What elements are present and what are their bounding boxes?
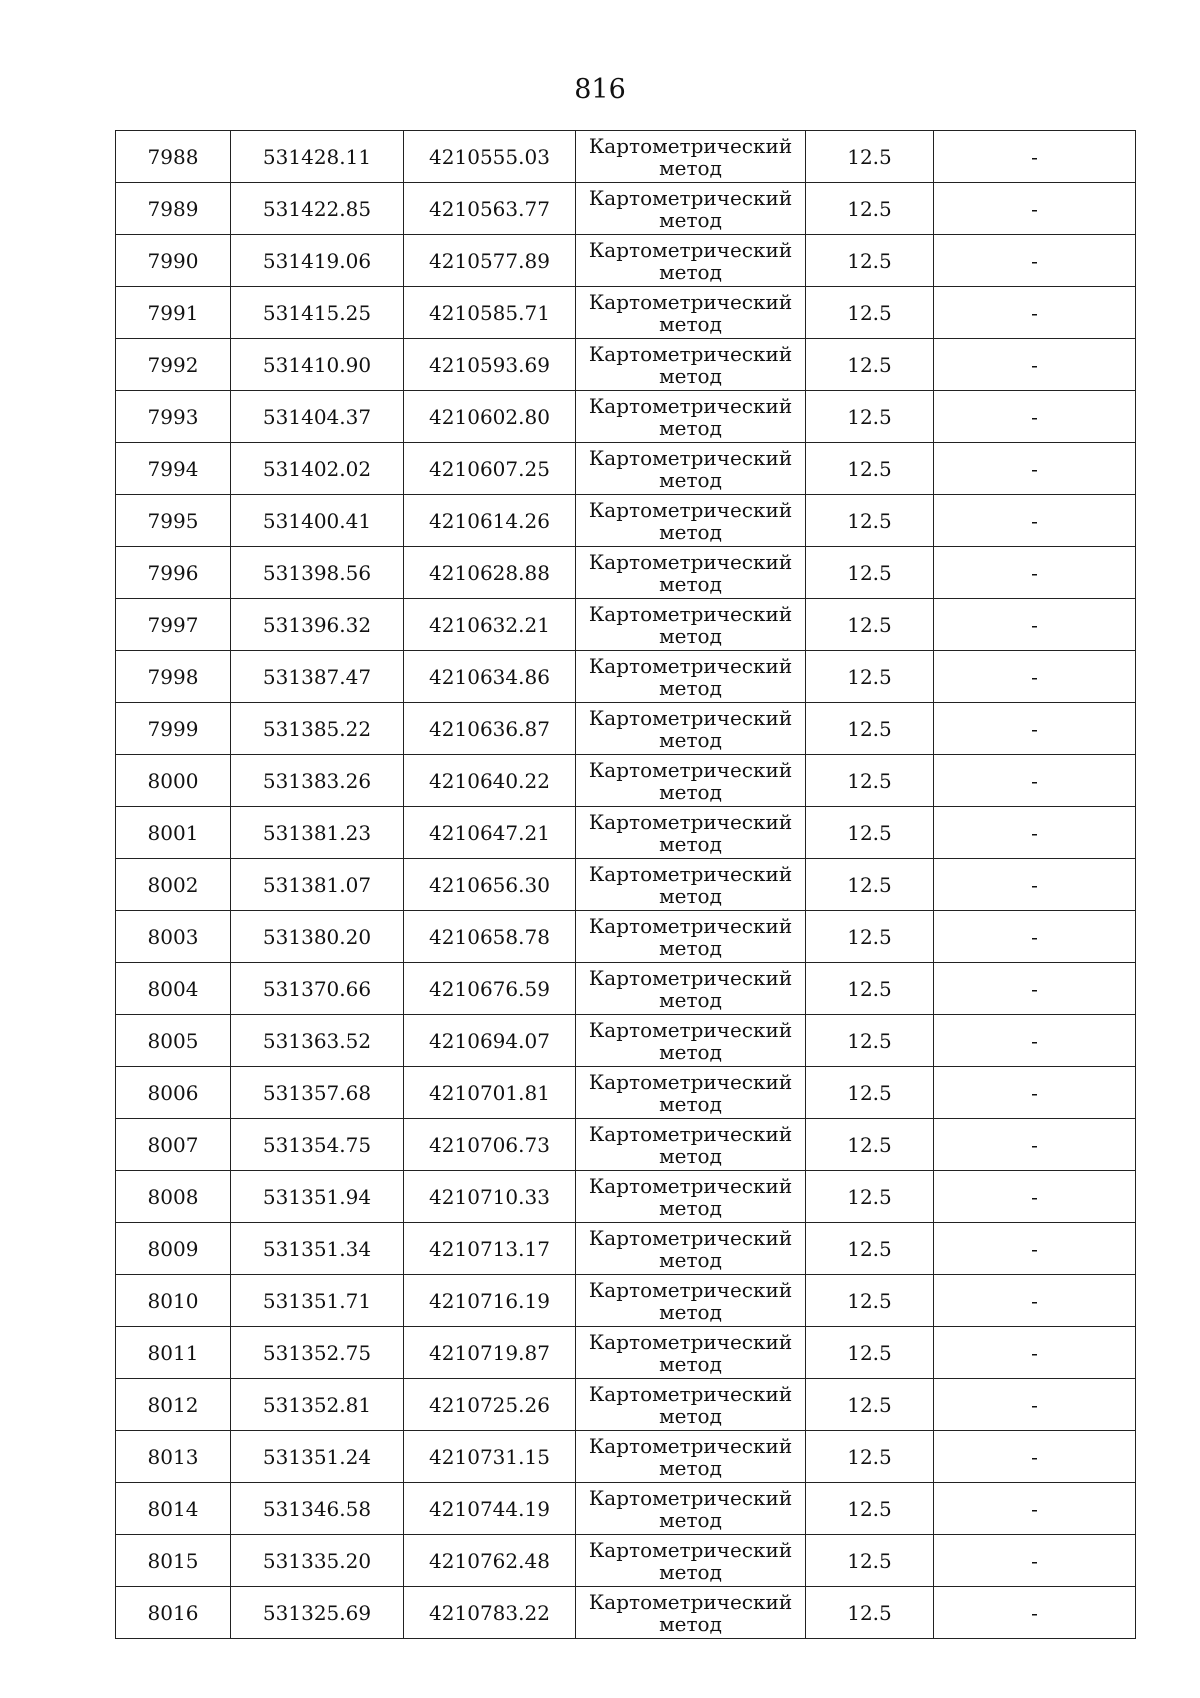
method-text: Картометрический [588,1069,793,1094]
point-number-cell: 8010 [116,1275,231,1327]
method-text: метод [659,779,722,804]
method-text: метод [659,363,722,388]
table-row [116,1275,1136,1327]
y-coordinate-cell: 4210716.19 [404,1275,576,1327]
method-cell [576,651,806,703]
method-text: Картометрический [588,549,793,574]
y-coordinate-cell: 4210719.87 [404,1327,576,1379]
method-text: метод [659,259,722,284]
note-cell: - [934,1223,1136,1275]
method-text: Картометрический [588,289,793,314]
note-cell: - [934,183,1136,235]
method-cell [576,911,806,963]
method-cell [576,1275,806,1327]
point-number-cell: 7991 [116,287,231,339]
table-row [116,339,1136,391]
accuracy-cell: 12.5 [806,1431,934,1483]
note-cell: - [934,651,1136,703]
y-coordinate-cell: 4210744.19 [404,1483,576,1535]
accuracy-cell: 12.5 [806,599,934,651]
x-coordinate-cell: 531422.85 [231,183,404,235]
x-coordinate-cell: 531352.75 [231,1327,404,1379]
y-coordinate-cell: 4210602.80 [404,391,576,443]
point-number-cell: 8009 [116,1223,231,1275]
x-coordinate-cell: 531415.25 [231,287,404,339]
method-text: метод [659,519,722,544]
method-text: Картометрический [588,965,793,990]
note-cell: - [934,1379,1136,1431]
accuracy-cell: 12.5 [806,391,934,443]
point-number-cell: 8001 [116,807,231,859]
accuracy-cell: 12.5 [806,1119,934,1171]
x-coordinate-cell: 531404.37 [231,391,404,443]
table-row [116,1067,1136,1119]
x-coordinate-cell: 531346.58 [231,1483,404,1535]
x-coordinate-cell: 531381.23 [231,807,404,859]
table-row [116,963,1136,1015]
y-coordinate-cell: 4210701.81 [404,1067,576,1119]
x-coordinate-cell: 531351.71 [231,1275,404,1327]
method-cell [576,547,806,599]
method-cell [576,1483,806,1535]
x-coordinate-cell: 531398.56 [231,547,404,599]
method-cell [576,703,806,755]
method-cell [576,183,806,235]
method-cell [576,1431,806,1483]
point-number-cell: 8002 [116,859,231,911]
method-text: метод [659,1559,722,1584]
note-cell: - [934,755,1136,807]
table-row [116,287,1136,339]
method-text: метод [659,1611,722,1636]
y-coordinate-cell: 4210632.21 [404,599,576,651]
accuracy-cell: 12.5 [806,1587,934,1639]
accuracy-cell: 12.5 [806,1171,934,1223]
accuracy-cell: 12.5 [806,755,934,807]
x-coordinate-cell: 531419.06 [231,235,404,287]
method-text: метод [659,987,722,1012]
method-text: Картометрический [588,445,793,470]
table-row [116,495,1136,547]
table-row [116,703,1136,755]
accuracy-cell: 12.5 [806,495,934,547]
method-text: метод [659,623,722,648]
method-cell [576,1171,806,1223]
accuracy-cell: 12.5 [806,651,934,703]
table-row [116,1535,1136,1587]
table-row [116,1015,1136,1067]
table-row [116,1483,1136,1535]
y-coordinate-cell: 4210725.26 [404,1379,576,1431]
y-coordinate-cell: 4210762.48 [404,1535,576,1587]
method-text: метод [659,1351,722,1376]
accuracy-cell: 12.5 [806,1327,934,1379]
x-coordinate-cell: 531402.02 [231,443,404,495]
note-cell: - [934,131,1136,183]
method-text: Картометрический [588,341,793,366]
table-row [116,1379,1136,1431]
method-text: метод [659,1091,722,1116]
method-text: метод [659,1039,722,1064]
y-coordinate-cell: 4210628.88 [404,547,576,599]
coordinates-table-body [116,131,1136,1639]
note-cell: - [934,1587,1136,1639]
note-cell: - [934,963,1136,1015]
method-cell [576,963,806,1015]
x-coordinate-cell: 531325.69 [231,1587,404,1639]
point-number-cell: 7997 [116,599,231,651]
table-row [116,1327,1136,1379]
method-cell [576,1535,806,1587]
method-text: Картометрический [588,601,793,626]
point-number-cell: 7988 [116,131,231,183]
method-text: метод [659,1143,722,1168]
method-cell [576,391,806,443]
method-text: Картометрический [588,185,793,210]
x-coordinate-cell: 531428.11 [231,131,404,183]
accuracy-cell: 12.5 [806,1223,934,1275]
point-number-cell: 7989 [116,183,231,235]
method-text: метод [659,415,722,440]
point-number-cell: 7998 [116,651,231,703]
method-cell [576,599,806,651]
x-coordinate-cell: 531351.24 [231,1431,404,1483]
method-text: метод [659,831,722,856]
point-number-cell: 8005 [116,1015,231,1067]
y-coordinate-cell: 4210563.77 [404,183,576,235]
page-number: 816 [574,74,626,105]
point-number-cell: 8011 [116,1327,231,1379]
x-coordinate-cell: 531351.34 [231,1223,404,1275]
method-text: метод [659,155,722,180]
x-coordinate-cell: 531363.52 [231,1015,404,1067]
y-coordinate-cell: 4210577.89 [404,235,576,287]
method-text: метод [659,207,722,232]
table-row [116,1171,1136,1223]
method-text: метод [659,571,722,596]
accuracy-cell: 12.5 [806,287,934,339]
accuracy-cell: 12.5 [806,911,934,963]
y-coordinate-cell: 4210706.73 [404,1119,576,1171]
accuracy-cell: 12.5 [806,547,934,599]
note-cell: - [934,287,1136,339]
method-cell [576,755,806,807]
accuracy-cell: 12.5 [806,859,934,911]
method-cell [576,1015,806,1067]
note-cell: - [934,1431,1136,1483]
y-coordinate-cell: 4210694.07 [404,1015,576,1067]
x-coordinate-cell: 531351.94 [231,1171,404,1223]
accuracy-cell: 12.5 [806,807,934,859]
point-number-cell: 8008 [116,1171,231,1223]
accuracy-cell: 12.5 [806,1535,934,1587]
point-number-cell: 8016 [116,1587,231,1639]
point-number-cell: 8012 [116,1379,231,1431]
y-coordinate-cell: 4210634.86 [404,651,576,703]
table-row [116,131,1136,183]
method-text: Картометрический [588,913,793,938]
method-text: метод [659,883,722,908]
accuracy-cell: 12.5 [806,1379,934,1431]
x-coordinate-cell: 531400.41 [231,495,404,547]
method-text: Картометрический [588,1277,793,1302]
method-cell [576,1327,806,1379]
point-number-cell: 7994 [116,443,231,495]
x-coordinate-cell: 531380.20 [231,911,404,963]
x-coordinate-cell: 531385.22 [231,703,404,755]
y-coordinate-cell: 4210647.21 [404,807,576,859]
note-cell: - [934,1015,1136,1067]
table-row [116,1587,1136,1639]
method-cell [576,1067,806,1119]
accuracy-cell: 12.5 [806,963,934,1015]
method-text: Картометрический [588,1537,793,1562]
method-cell [576,1379,806,1431]
accuracy-cell: 12.5 [806,235,934,287]
y-coordinate-cell: 4210593.69 [404,339,576,391]
x-coordinate-cell: 531383.26 [231,755,404,807]
accuracy-cell: 12.5 [806,131,934,183]
table-row [116,1119,1136,1171]
method-text: метод [659,467,722,492]
accuracy-cell: 12.5 [806,183,934,235]
note-cell: - [934,547,1136,599]
table-row [116,183,1136,235]
x-coordinate-cell: 531387.47 [231,651,404,703]
accuracy-cell: 12.5 [806,443,934,495]
point-number-cell: 7996 [116,547,231,599]
note-cell: - [934,1275,1136,1327]
accuracy-cell: 12.5 [806,1483,934,1535]
method-text: Картометрический [588,497,793,522]
accuracy-cell: 12.5 [806,1275,934,1327]
method-text: метод [659,675,722,700]
method-text: Картометрический [588,393,793,418]
method-text: Картометрический [588,809,793,834]
accuracy-cell: 12.5 [806,1015,934,1067]
method-text: метод [659,1403,722,1428]
method-text: Картометрический [588,1433,793,1458]
method-cell [576,287,806,339]
method-text: Картометрический [588,1589,793,1614]
table-row [116,911,1136,963]
method-text: Картометрический [588,705,793,730]
method-text: метод [659,727,722,752]
note-cell: - [934,703,1136,755]
point-number-cell: 8004 [116,963,231,1015]
point-number-cell: 8015 [116,1535,231,1587]
note-cell: - [934,599,1136,651]
note-cell: - [934,911,1136,963]
method-text: Картометрический [588,1485,793,1510]
accuracy-cell: 12.5 [806,703,934,755]
method-text: Картометрический [588,1225,793,1250]
x-coordinate-cell: 531410.90 [231,339,404,391]
method-text: метод [659,1507,722,1532]
point-number-cell: 8000 [116,755,231,807]
method-text: Картометрический [588,1173,793,1198]
x-coordinate-cell: 531335.20 [231,1535,404,1587]
y-coordinate-cell: 4210658.78 [404,911,576,963]
y-coordinate-cell: 4210656.30 [404,859,576,911]
method-text: метод [659,1195,722,1220]
method-text: метод [659,1247,722,1272]
note-cell: - [934,1483,1136,1535]
y-coordinate-cell: 4210636.87 [404,703,576,755]
method-cell [576,443,806,495]
note-cell: - [934,1327,1136,1379]
accuracy-cell: 12.5 [806,339,934,391]
note-cell: - [934,339,1136,391]
note-cell: - [934,443,1136,495]
method-text: Картометрический [588,861,793,886]
point-number-cell: 7992 [116,339,231,391]
note-cell: - [934,859,1136,911]
point-number-cell: 7995 [116,495,231,547]
point-number-cell: 7993 [116,391,231,443]
method-text: метод [659,935,722,960]
y-coordinate-cell: 4210640.22 [404,755,576,807]
method-cell [576,1223,806,1275]
table-row [116,391,1136,443]
table-row [116,235,1136,287]
method-text: Картометрический [588,1121,793,1146]
note-cell: - [934,391,1136,443]
y-coordinate-cell: 4210555.03 [404,131,576,183]
y-coordinate-cell: 4210585.71 [404,287,576,339]
y-coordinate-cell: 4210710.33 [404,1171,576,1223]
method-text: Картометрический [588,1329,793,1354]
x-coordinate-cell: 531352.81 [231,1379,404,1431]
method-text: Картометрический [588,1381,793,1406]
method-cell [576,1587,806,1639]
method-cell [576,807,806,859]
table-row [116,651,1136,703]
note-cell: - [934,1171,1136,1223]
y-coordinate-cell: 4210614.26 [404,495,576,547]
point-number-cell: 7990 [116,235,231,287]
method-cell [576,339,806,391]
method-cell [576,495,806,547]
table-row [116,547,1136,599]
method-text: Картометрический [588,133,793,158]
method-text: метод [659,1455,722,1480]
method-cell [576,131,806,183]
x-coordinate-cell: 531357.68 [231,1067,404,1119]
x-coordinate-cell: 531354.75 [231,1119,404,1171]
method-text: Картометрический [588,1017,793,1042]
table-row [116,443,1136,495]
y-coordinate-cell: 4210713.17 [404,1223,576,1275]
table-row [116,1431,1136,1483]
y-coordinate-cell: 4210731.15 [404,1431,576,1483]
point-number-cell: 8003 [116,911,231,963]
method-text: Картометрический [588,653,793,678]
point-number-cell: 7999 [116,703,231,755]
method-text: Картометрический [588,757,793,782]
table-row [116,1223,1136,1275]
y-coordinate-cell: 4210783.22 [404,1587,576,1639]
coordinates-table [115,130,1136,1639]
x-coordinate-cell: 531370.66 [231,963,404,1015]
y-coordinate-cell: 4210607.25 [404,443,576,495]
note-cell: - [934,1535,1136,1587]
method-text: Картометрический [588,237,793,262]
note-cell: - [934,235,1136,287]
method-cell [576,859,806,911]
note-cell: - [934,495,1136,547]
x-coordinate-cell: 531381.07 [231,859,404,911]
table-row [116,599,1136,651]
x-coordinate-cell: 531396.32 [231,599,404,651]
method-cell [576,235,806,287]
point-number-cell: 8007 [116,1119,231,1171]
y-coordinate-cell: 4210676.59 [404,963,576,1015]
point-number-cell: 8013 [116,1431,231,1483]
accuracy-cell: 12.5 [806,1067,934,1119]
table-row [116,859,1136,911]
point-number-cell: 8006 [116,1067,231,1119]
method-cell [576,1119,806,1171]
point-number-cell: 8014 [116,1483,231,1535]
method-text: метод [659,311,722,336]
note-cell: - [934,1119,1136,1171]
note-cell: - [934,1067,1136,1119]
table-row [116,755,1136,807]
table-row [116,807,1136,859]
note-cell: - [934,807,1136,859]
method-text: метод [659,1299,722,1324]
